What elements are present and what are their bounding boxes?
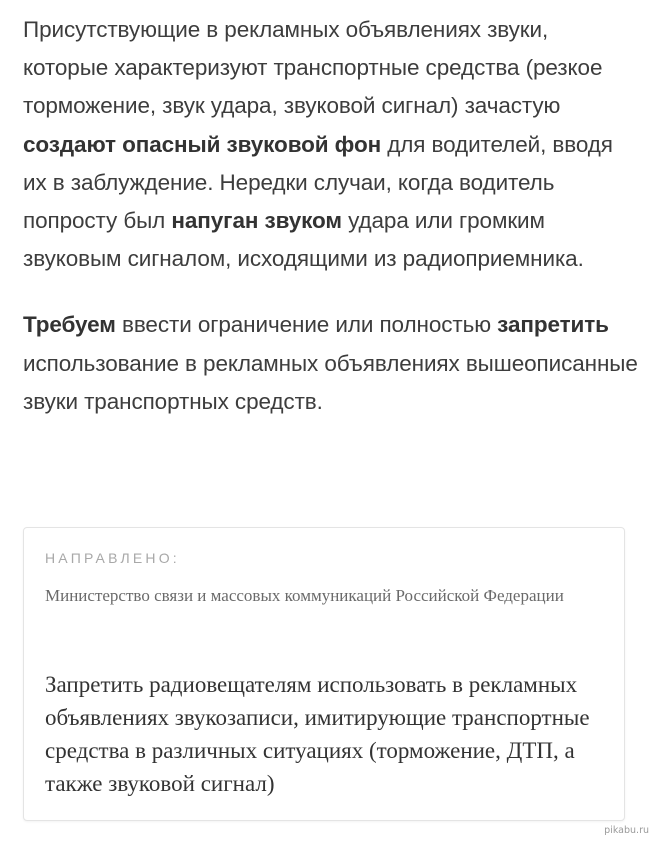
card-recipient: Министерство связи и массовых коммуникаций Российской Федерации [45,586,564,605]
emphasis-demand: Требуем [23,312,116,338]
emphasis-dangerous-background: создают опасный звуковой фон [23,131,382,157]
addressee-card [23,527,625,821]
paragraph-demand [23,306,638,421]
emphasis-frightened: напуган звуком [171,208,342,234]
text-span: использование в рекламных объявлениях вышеописанные звуки транспортных средств. [23,350,638,414]
card-label: НАПРАВЛЕНО: [45,550,180,566]
text-span: для водителей, вводя их в заблуждение. Нередки случаи, когда водитель попросту был [23,131,613,234]
petition-text [23,11,638,421]
emphasis-prohibit: запретить [497,312,609,338]
text-span: ввести ограничение или полностью [115,312,498,338]
watermark: pikabu.ru [604,825,649,836]
text-span: удара или громким звуковым сигналом, исходящими из радиоприемника. [23,208,584,272]
text-span: Присутствующие в рекламных объявлениях звуки, которые характеризуют транспортные средства (резкое торможение, звук удара, звуковой сигнал) зачастую [23,17,603,119]
card-body: Запретить радиовещателям использовать в рекламных объявлениях звукозаписи, имитирующие транспортные средства в различных ситуациях (торможение, ДТП, а также звуковой сигнал) [45,672,590,796]
paragraph-problem [23,11,638,278]
